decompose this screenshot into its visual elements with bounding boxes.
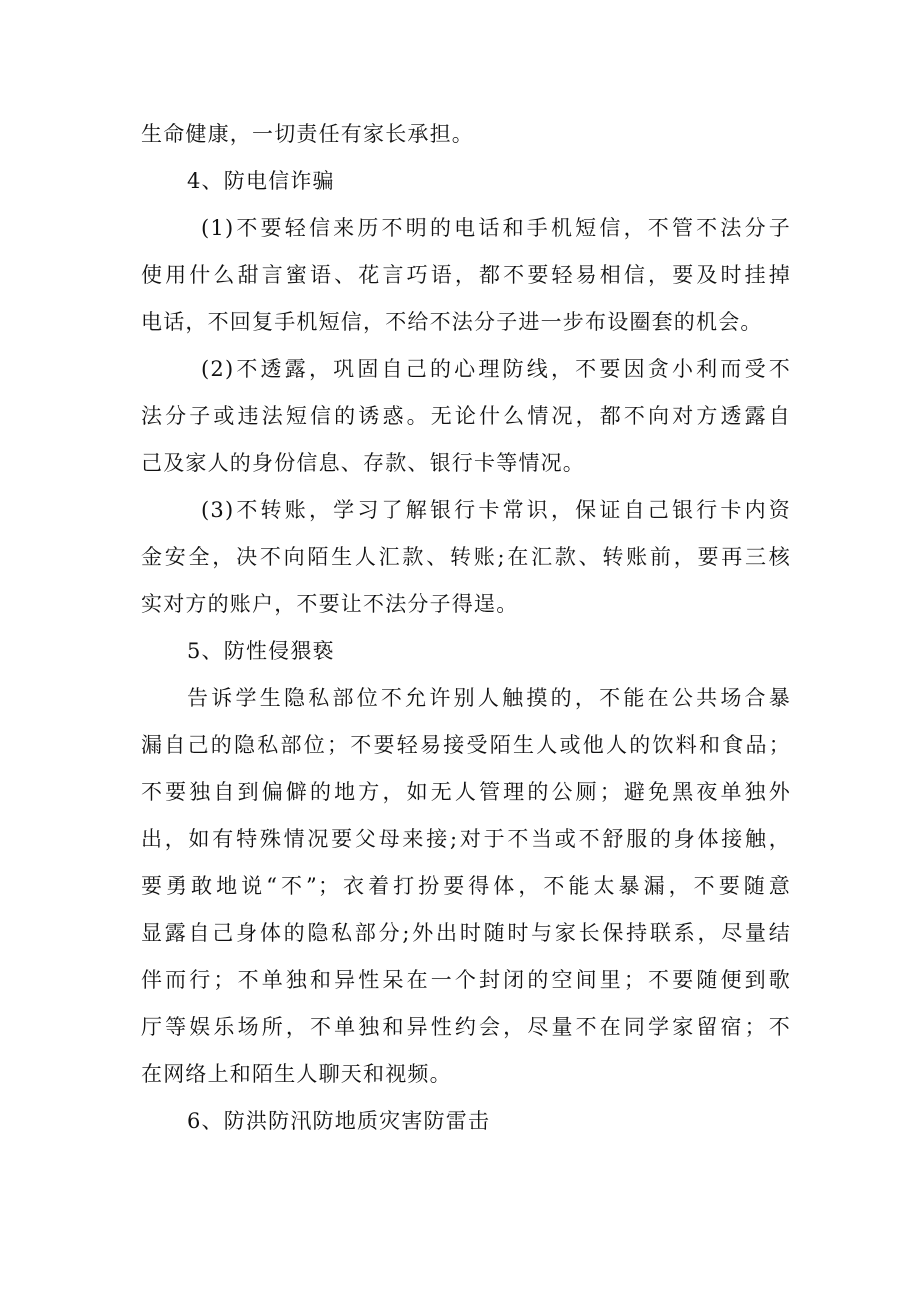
paragraph-line: 生命健康，一切责任有家长承担。 [141, 122, 474, 146]
paragraph-line: 金安全，决不向陌生人汇款、转账;在汇款、转账前，要再三核 [141, 545, 791, 569]
paragraph-line: 不要独自到偏僻的地方，如无人管理的公厕；避免黑夜单独外 [141, 780, 791, 804]
paragraph-line: 告诉学生隐私部位不允许别人触摸的，不能在公共场合暴 [187, 686, 791, 710]
paragraph-line: (1)不要轻信来历不明的电话和手机短信，不管不法分子 [201, 216, 791, 240]
paragraph-line: 显露自己身体的隐私部分;外出时随时与家长保持联系，尽量结 [141, 921, 791, 945]
paragraph-line: 厅等娱乐场所，不单独和异性约会，尽量不在同学家留宿；不 [141, 1015, 791, 1039]
paragraph-line: 法分子或违法短信的诱惑。无论什么情况，都不向对方透露自 [141, 404, 791, 428]
section-heading-5: 5、防性侵猥亵 [187, 639, 335, 663]
section-heading-4: 4、防电信诈骗 [187, 169, 335, 193]
paragraph-line: 使用什么甜言蜜语、花言巧语，都不要轻易相信，要及时挂掉 [141, 263, 791, 287]
section-heading-6: 6、防洪防汛防地质灾害防雷击 [187, 1109, 491, 1133]
paragraph-line: 电话，不回复手机短信，不给不法分子进一步布设圈套的机会。 [141, 310, 763, 334]
paragraph-line: 己及家人的身份信息、存款、银行卡等情况。 [141, 451, 585, 475]
paragraph-line: 在网络上和陌生人聊天和视频。 [141, 1062, 452, 1086]
paragraph-line: (2)不透露，巩固自己的心理防线，不要因贪小利而受不 [201, 357, 791, 381]
paragraph-line: 伴而行；不单独和异性呆在一个封闭的空间里；不要随便到歌 [141, 968, 791, 992]
paragraph-line: 漏自己的隐私部位；不要轻易接受陌生人或他人的饮料和食品； [141, 733, 791, 757]
paragraph-line: 要勇敢地说“不”；衣着打扮要得体，不能太暴漏，不要随意 [141, 874, 791, 898]
paragraph-line: (3)不转账，学习了解银行卡常识，保证自己银行卡内资 [201, 498, 791, 522]
document-body [141, 111, 791, 1145]
paragraph-line: 出，如有特殊情况要父母来接;对于不当或不舒服的身体接触， [141, 827, 791, 851]
paragraph-line: 实对方的账户，不要让不法分子得逞。 [141, 592, 519, 616]
